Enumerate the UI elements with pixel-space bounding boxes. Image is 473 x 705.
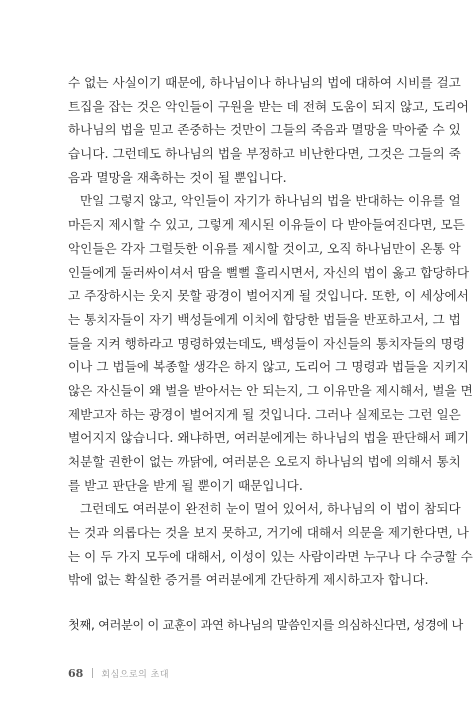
text-line: 벌어지지 않습니다. 왜냐하면, 여러분에게는 하나님의 법을 판단해서 폐기 (68, 430, 469, 446)
paragraph-1 (68, 71, 469, 189)
text-line: 처분할 권한이 없는 까닭에, 여러분은 오로지 하나님의 법에 의해서 통치 (68, 454, 461, 469)
text-line: 고 주장하시는 웃지 못할 광경이 벌어지게 될 것입니다. 또한, 이 세상에서 (68, 288, 469, 304)
text-line: 수 없는 사실이기 때문에, 하나님이나 하나님의 법에 대하여 시비를 걸고 (68, 75, 461, 90)
text-line: 들을 지켜 행하라고 명령하였는데도, 백성들이 자신들의 통치자들의 명령 (68, 335, 465, 351)
text-line: 를 받고 판단을 받게 될 뿐이기 때문입니다. (68, 477, 303, 493)
text-line: 않은 자신들이 왜 벌을 받아서는 안 되는지, 그 이유만을 제시해서, 벌을 면 (68, 382, 473, 398)
text-line: 는 것과 의롭다는 것을 보지 못하고, 거기에 대해서 의문을 제기한다면, 나 (68, 525, 469, 541)
text-line: 트집을 잡는 것은 악인들이 구원을 받는 데 전혀 도움이 되지 않고, 도리어 (68, 98, 469, 114)
text-line: 악인들은 각자 그럴듯한 이유를 제시할 것이고, 오직 하나님만이 온통 악 (68, 240, 461, 256)
text-line: 이나 그 법들에 복종할 생각은 하지 않고, 도리어 그 명령과 법들을 지키지 (68, 359, 469, 375)
text-line: 그런데도 여러분이 완전히 눈이 멀어 있어서, 하나님의 이 법이 참되다 (80, 501, 461, 517)
text-line: 는 통치자들이 자기 백성들에게 이치에 합당한 법들을 반포하고서, 그 법 (68, 311, 461, 327)
running-title: 회심으로의 초대 (101, 669, 170, 680)
page-footer (68, 665, 169, 681)
text-line: 음과 멸망을 재촉하는 것이 될 뿐입니다. (68, 169, 287, 185)
text-line: 마든지 제시할 수 있고, 그렇게 제시된 이유들이 다 받아들여진다면, 모든 (68, 217, 465, 233)
footer-divider (92, 668, 93, 678)
text-line: 밖에 없는 확실한 증거를 여러분에게 간단하게 제시하고자 합니다. (68, 572, 429, 588)
paragraph-2 (68, 189, 473, 497)
page-number: 68 (68, 666, 84, 680)
body-text (68, 71, 473, 592)
text-line: 하나님의 법을 믿고 존중하는 것만이 그들의 죽음과 멸망을 막아줄 수 있 (68, 122, 461, 138)
text-line: 습니다. 그런데도 하나님의 법을 부정하고 비난한다면, 그것은 그들의 죽 (68, 146, 461, 162)
text-line: 제받고자 하는 광경이 벌어지게 될 것입니다. 그러나 실제로는 그런 일은 (68, 406, 461, 422)
paragraph-3 (68, 497, 473, 592)
text-line: 는 이 두 가지 모두에 대해서, 이성이 있는 사람이라면 누구나 다 수긍할 수 (68, 548, 473, 564)
text-line: 만일 그렇지 않고, 악인들이 자기가 하나님의 법을 반대하는 이유를 얼 (80, 193, 461, 209)
text-line: 인들에게 둘러싸이셔서 땀을 뻘뻘 흘리시면서, 자신의 법이 옳고 합당하다 (68, 264, 469, 280)
section-heading: 첫째, 여러분이 이 교훈이 과연 하나님의 말씀인지를 의심하신다면, 성경에 나 (68, 618, 463, 632)
